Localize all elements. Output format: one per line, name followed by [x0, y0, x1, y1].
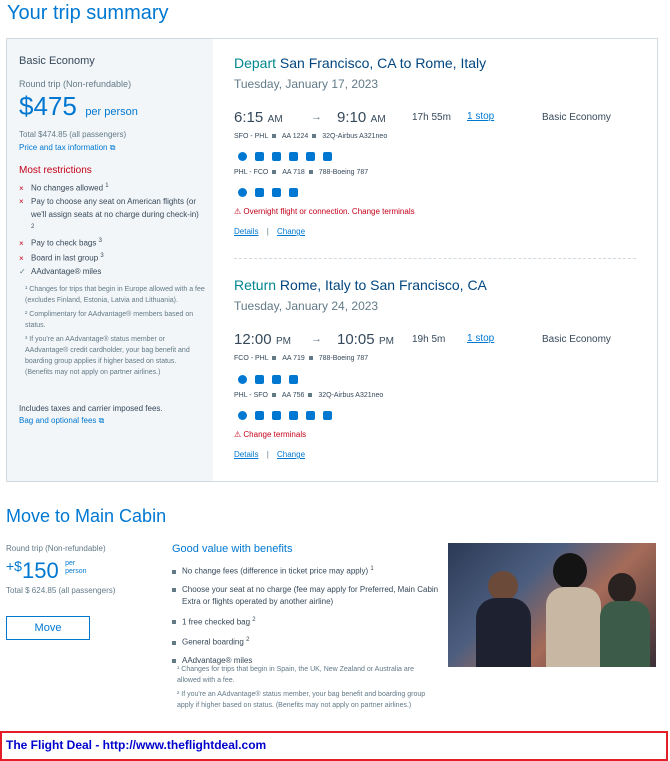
move-button[interactable]: Move	[6, 616, 90, 640]
note: ¹ Changes for trips that begin in Spain, the UK, New Zealand or Australia are allowed with a fee.	[177, 666, 414, 684]
cabin-photo	[448, 543, 656, 667]
wifi-icon	[238, 375, 247, 384]
usb-icon	[272, 411, 281, 420]
x-icon: ×	[19, 196, 24, 206]
wifi-icon	[238, 188, 247, 197]
main-cabin-price: +$150 per person	[6, 558, 87, 583]
restriction-notes	[25, 284, 205, 378]
details-link[interactable]: Details	[234, 227, 259, 236]
note: ³ If you're an AAdvantage® status member or AAdvantage® credit cardholder, your bag benefit and boarding group applies if higher based on status. (Benefits may not apply on partner airlines.)	[25, 336, 190, 376]
stops-link[interactable]: 1 stop	[467, 111, 495, 122]
arrow-right-icon: →	[311, 333, 322, 345]
restriction-item: × Pay to choose any seat on American flights (or we'll assign seats at no charge during check-in) $^2$	[19, 195, 209, 236]
benefit-item: Choose your seat at no charge (fee may apply for Preferred, Main Cabin Extra or flights operated by another airline)	[172, 584, 440, 608]
fare-name: Basic Economy	[19, 55, 95, 67]
external-link-icon: ⧉	[109, 143, 116, 152]
note: ² If you're an AAdvantage® status member, your bag benefit and boarding group apply if higher based on status. (Benefits may not apply on partner airlines.)	[177, 691, 426, 709]
benefits-title: Good value with benefits	[172, 543, 293, 555]
return-heading: Return Rome, Italy to San Francisco, CA	[234, 277, 487, 293]
main-cabin-total: Total $ 624.85 (all passengers)	[6, 586, 116, 595]
fare-summary-panel	[7, 39, 213, 481]
entertainment-icon	[306, 152, 315, 161]
device-icon	[289, 411, 298, 420]
duration: 17h 55m	[412, 112, 451, 123]
warning-row: ⚠ Change terminals	[234, 430, 307, 439]
app-icon	[323, 152, 332, 161]
power-icon	[255, 152, 264, 161]
amenity-icons	[238, 407, 340, 425]
power-icon	[255, 375, 264, 384]
benefit-item: General boarding $^2$	[172, 634, 440, 649]
wifi-icon	[238, 411, 247, 420]
per-person: per person	[85, 106, 138, 118]
wifi-icon	[238, 152, 247, 161]
x-icon: ×	[19, 238, 24, 248]
depart-date: Tuesday, January 17, 2023	[234, 77, 379, 91]
benefit-item: 1 free checked bag $^2$	[172, 614, 440, 629]
change-link[interactable]: Change	[277, 450, 306, 459]
main-cabin-title: Move to Main Cabin	[6, 506, 167, 526]
cabin-class: Basic Economy	[542, 334, 611, 345]
external-link-icon: ⧉	[98, 416, 105, 425]
trip-summary-card	[6, 38, 658, 482]
flight-actions: Details | Change	[234, 450, 306, 459]
main-cabin-trip-type: Round trip (Non-refundable)	[6, 544, 106, 553]
amenity-icons	[238, 184, 306, 202]
benefit-item: No change fees (difference in ticket price may apply) $^1$	[172, 563, 440, 578]
warning-icon: ⚠	[234, 430, 242, 439]
price-block	[19, 91, 138, 122]
note: ² Complimentary for AAdvantage® members based on status.	[25, 311, 194, 329]
segment-row: PHL - FCO AA 718 788-Boeing 787	[234, 169, 369, 176]
benefit-item: AAdvantage® miles	[172, 655, 440, 667]
benefits-list	[172, 563, 440, 673]
total-price: Total $474.85 (all passengers)	[19, 130, 127, 139]
entertainment-icon	[306, 411, 315, 420]
x-icon: ×	[19, 183, 24, 193]
restrictions-list	[19, 180, 209, 278]
footer-link[interactable]: The Flight Deal - http://www.theflightdeal.com	[6, 738, 267, 752]
arrow-right-icon: →	[311, 111, 322, 123]
segment-row: SFO - PHL AA 1224 32Q-Airbus A321neo	[234, 133, 388, 140]
price-symbol: $	[19, 91, 34, 121]
segment-row: FCO - PHL AA 719 788-Boeing 787	[234, 355, 369, 362]
note: ¹ Changes for trips that begin in Europe allowed with a fee (excludes Finland, Estonia, Latvia and Lithuania).	[25, 286, 205, 304]
page-title: Your trip summary	[7, 2, 169, 24]
duration: 19h 5m	[412, 334, 446, 345]
app-icon	[323, 411, 332, 420]
check-icon: ✓	[19, 266, 26, 276]
price-tax-link[interactable]: Price and tax information ⧉	[19, 143, 116, 152]
usb-icon	[272, 188, 281, 197]
bag-fees-link[interactable]: Bag and optional fees ⧉	[19, 416, 105, 425]
usb-icon	[272, 152, 281, 161]
power-icon	[255, 188, 264, 197]
benefit-notes	[177, 664, 435, 711]
change-link[interactable]: Change	[277, 227, 306, 236]
price-amount: 475	[33, 91, 77, 121]
return-date: Tuesday, January 24, 2023	[234, 299, 379, 313]
x-icon: ×	[19, 253, 24, 263]
stops-link[interactable]: 1 stop	[467, 333, 495, 344]
flight-actions: Details | Change	[234, 227, 306, 236]
footer-banner	[0, 731, 668, 761]
taxes-note: Includes taxes and carrier imposed fees.	[19, 404, 163, 413]
restriction-item: × Pay to check bags $^3$	[19, 238, 102, 248]
amenity-icons	[238, 371, 306, 389]
restriction-item: × Board in last group $^3$	[19, 252, 104, 263]
details-link[interactable]: Details	[234, 450, 259, 459]
restrictions-title: Most restrictions	[19, 165, 92, 176]
divider	[234, 258, 636, 259]
power-icon	[255, 411, 264, 420]
depart-times: 6:15 AM → 9:10 AM 17h 55m 1 stop Basic Economy	[234, 109, 611, 126]
restriction-item: ✓ AAdvantage® miles	[19, 266, 102, 276]
trip-type: Round trip (Non-refundable)	[19, 79, 132, 89]
warning-row: ⚠ Overnight flight or connection. Change terminals	[234, 207, 415, 216]
warning-icon: ⚠	[234, 207, 242, 216]
amenity-icons	[238, 148, 340, 166]
usb-icon	[272, 375, 281, 384]
restriction-item: × No changes allowed $^1$	[19, 183, 109, 193]
return-times: 12:00 PM → 10:05 PM 19h 5m 1 stop Basic Economy	[234, 331, 611, 348]
entertainment-icon	[289, 188, 298, 197]
depart-heading: Depart San Francisco, CA to Rome, Italy	[234, 55, 487, 71]
segment-row: PHL - SFO AA 756 32Q-Airbus A321neo	[234, 392, 384, 399]
device-icon	[289, 152, 298, 161]
entertainment-icon	[289, 375, 298, 384]
cabin-class: Basic Economy	[542, 112, 611, 123]
